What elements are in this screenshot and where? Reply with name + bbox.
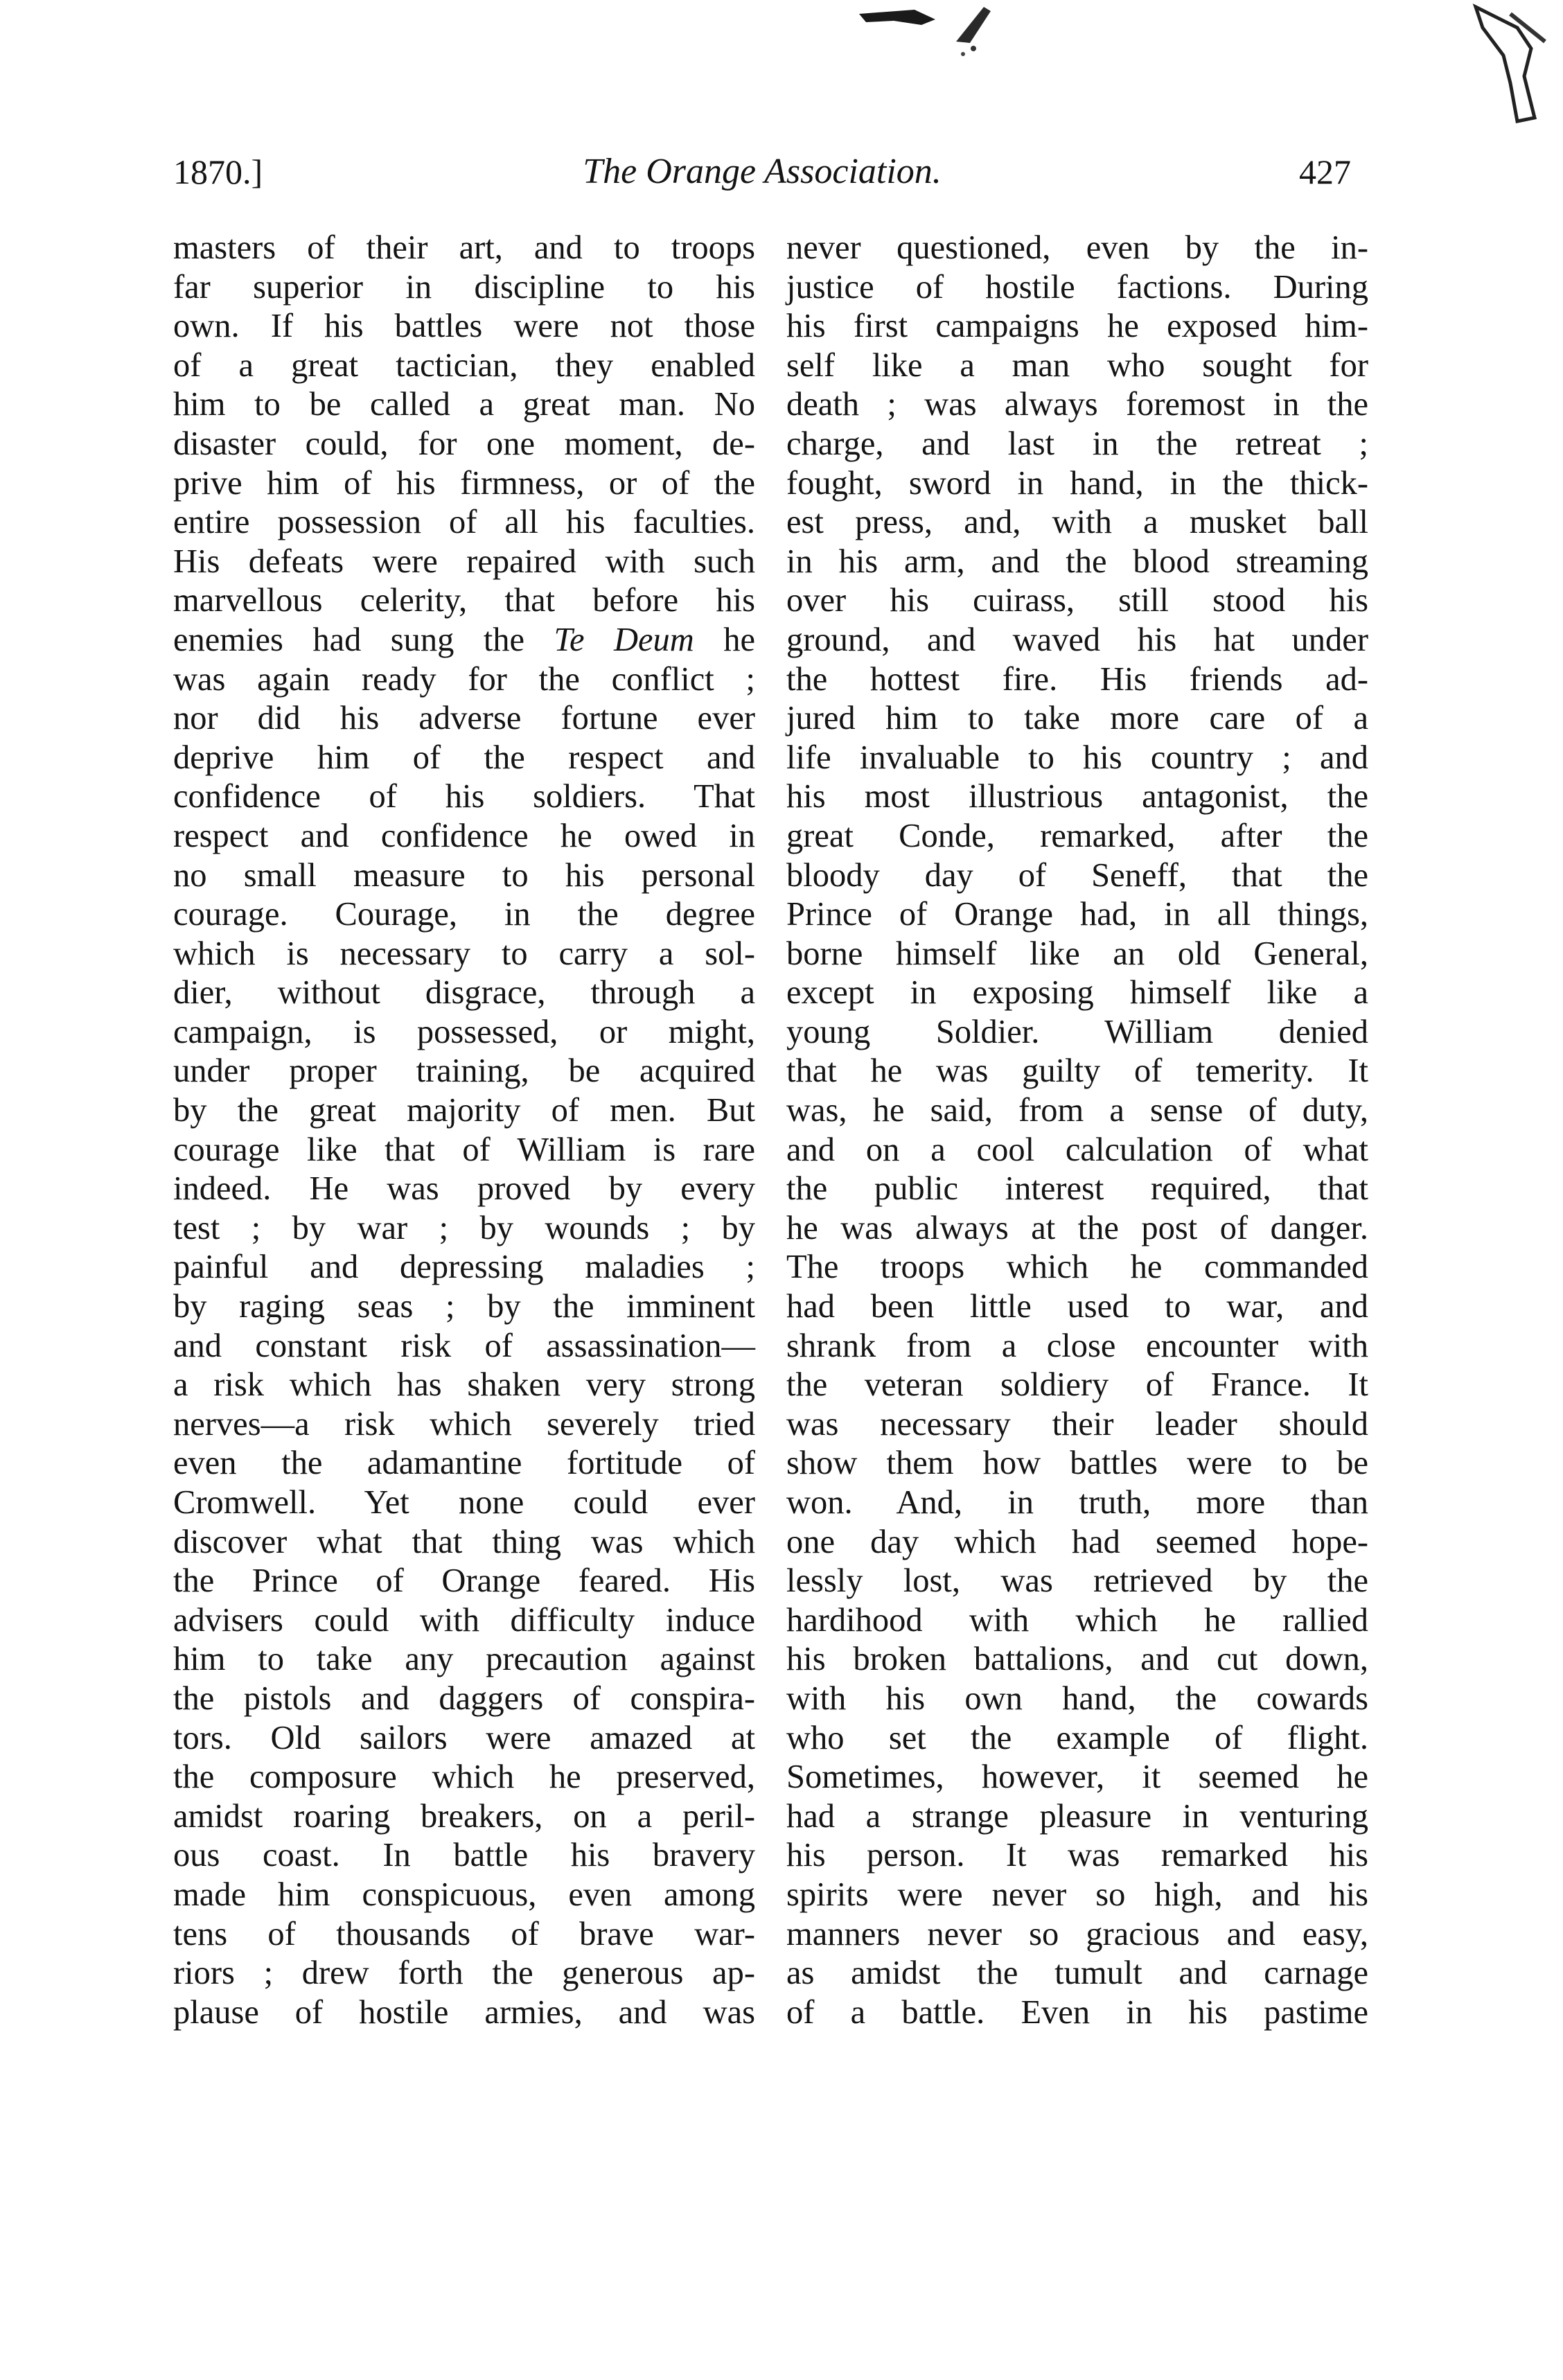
- text-line: [173, 1091, 755, 1131]
- text-line-content: his most illustrious antagonist, the: [786, 778, 1368, 816]
- text-line: [786, 856, 1368, 896]
- text-line-content: fought, sword in hand, in the thick-: [786, 464, 1368, 502]
- text-line-content: self like a man who sought for: [786, 346, 1368, 384]
- left-column: [173, 229, 755, 2032]
- text-line: [173, 581, 755, 621]
- text-line: [173, 385, 755, 425]
- text-line-content: campaign, is possessed, or might,: [173, 1013, 755, 1050]
- text-line: [786, 1013, 1368, 1052]
- text-line: [173, 1287, 755, 1327]
- text-line: [786, 1483, 1368, 1523]
- text-line-content: His defeats were repaired with such: [173, 543, 755, 580]
- text-line: [786, 1131, 1368, 1170]
- text-line: [786, 464, 1368, 504]
- text-line-content: shrank from a close encounter with: [786, 1327, 1368, 1364]
- text-line-content: prive him of his firmness, or of the: [173, 464, 755, 502]
- text-line: [173, 1758, 755, 1797]
- text-line: [786, 1405, 1368, 1445]
- text-line: [173, 621, 755, 660]
- ink-smudge-corner: [1469, 0, 1559, 132]
- text-line-content: far superior in discipline to his: [173, 268, 755, 306]
- text-line-content: show them how battles were to be: [786, 1445, 1368, 1482]
- text-line: [786, 1052, 1368, 1091]
- text-line: [786, 346, 1368, 386]
- text-line-content: his broken battalions, and cut down,: [786, 1641, 1368, 1678]
- text-line: [173, 1523, 755, 1562]
- text-line: [173, 503, 755, 543]
- text-line-content: and constant risk of assassination—: [173, 1327, 755, 1364]
- text-line: [786, 1209, 1368, 1249]
- text-line: [786, 1680, 1368, 1719]
- text-line: [173, 1052, 755, 1091]
- text-line: [786, 307, 1368, 346]
- text-line: [173, 817, 755, 856]
- text-line-content: had a strange pleasure in venturing: [786, 1797, 1368, 1835]
- text-line-content: with his own hand, the cowards: [786, 1680, 1368, 1717]
- text-line: [786, 1366, 1368, 1405]
- text-line: [173, 1170, 755, 1209]
- text-line-content: deprive him of the respect and: [173, 739, 755, 776]
- text-line-content: by raging seas ; by the imminent: [173, 1288, 755, 1325]
- text-line-content: was, he said, from a sense of duty,: [786, 1092, 1368, 1129]
- text-line: [173, 268, 755, 308]
- text-line-content: tens of thousands of brave war-: [173, 1915, 755, 1953]
- text-line-content: est press, and, with a musket ball: [786, 504, 1368, 541]
- text-line: [173, 346, 755, 386]
- text-line: [173, 1836, 755, 1876]
- text-line-content: him to take any precaution against: [173, 1641, 755, 1678]
- text-line: [173, 1640, 755, 1680]
- text-line: [786, 699, 1368, 739]
- text-line-content: amidst roaring breakers, on a peril-: [173, 1797, 755, 1835]
- text-line-content: ground, and waved his hat under: [786, 621, 1368, 658]
- text-line: [786, 1797, 1368, 1837]
- text-line: [173, 699, 755, 739]
- text-line-content: justice of hostile factions. During: [786, 268, 1368, 306]
- text-line-content: test ; by war ; by wounds ; by: [173, 1209, 755, 1246]
- text-line-content: in his arm, and the blood streaming: [786, 543, 1368, 580]
- text-line-content: the hottest fire. His friends ad-: [786, 660, 1368, 698]
- text-line: [173, 1366, 755, 1405]
- text-line-content: his first campaigns he exposed him-: [786, 308, 1368, 345]
- text-line: [173, 935, 755, 974]
- text-line-content: ous coast. In battle his bravery: [173, 1837, 755, 1874]
- text-line-content: confidence of his soldiers. That: [173, 778, 755, 816]
- text-line-content: the veteran soldiery of France. It: [786, 1366, 1368, 1404]
- text-line: [786, 660, 1368, 700]
- text-line: [786, 777, 1368, 817]
- text-line-content: young Soldier. William denied: [786, 1013, 1368, 1050]
- text-line-content: he was always at the post of danger.: [786, 1209, 1368, 1246]
- text-line: [173, 229, 755, 268]
- text-line-content: own. If his battles were not those: [173, 308, 755, 345]
- text-line-content: death ; was always foremost in the: [786, 386, 1368, 423]
- text-line-content: nor did his adverse fortune ever: [173, 700, 755, 737]
- text-line: [173, 1248, 755, 1287]
- text-line: [786, 543, 1368, 582]
- right-column: [786, 229, 1368, 2032]
- text-line-content: of a great tactician, they enabled: [173, 346, 755, 384]
- text-line-content: great Conde, remarked, after the: [786, 817, 1368, 854]
- text-line: [173, 1209, 755, 1249]
- text-line-content: dier, without disgrace, through a: [173, 974, 755, 1012]
- text-line-content: the composure which he preserved,: [173, 1758, 755, 1796]
- text-line: [786, 385, 1368, 425]
- text-line: [173, 777, 755, 817]
- text-line: [786, 229, 1368, 268]
- text-line-content: bloody day of Seneff, that the: [786, 856, 1368, 894]
- ink-blot-top: [852, 0, 1032, 62]
- text-line: [173, 1327, 755, 1366]
- text-line-content: was again ready for the conflict ;: [173, 660, 755, 698]
- text-line: [786, 1327, 1368, 1366]
- text-line-content: Prince of Orange had, in all things,: [786, 896, 1368, 933]
- text-line: [786, 1287, 1368, 1327]
- text-line-content: made him conspicuous, even among: [173, 1876, 755, 1913]
- text-line-content: The troops which he commanded: [786, 1249, 1368, 1286]
- text-line: [173, 1954, 755, 1993]
- text-line: [786, 739, 1368, 778]
- text-line-content: jured him to take more care of a: [786, 700, 1368, 737]
- text-line: [173, 1993, 755, 2033]
- page-header: [173, 151, 1351, 206]
- text-line-content: Cromwell. Yet none could ever: [173, 1484, 755, 1521]
- text-line: [786, 621, 1368, 660]
- text-line-content: painful and depressing maladies ;: [173, 1249, 755, 1286]
- text-line-content: no small measure to his personal: [173, 856, 755, 894]
- text-line: [173, 973, 755, 1013]
- text-line-content: tors. Old sailors were amazed at: [173, 1719, 755, 1756]
- text-line-content: charge, and last in the retreat ;: [786, 425, 1368, 462]
- text-line-content: had been little used to war, and: [786, 1288, 1368, 1325]
- text-line: [786, 817, 1368, 856]
- text-line: [786, 973, 1368, 1013]
- text-line-content: hardihood with which he rallied: [786, 1601, 1368, 1639]
- italic-phrase: Te Deum: [554, 621, 694, 658]
- text-line: [786, 581, 1368, 621]
- text-line: [173, 856, 755, 896]
- text-line-content: disaster could, for one moment, de-: [173, 425, 755, 462]
- text-line: [173, 464, 755, 504]
- text-line-content: enemies had sung the Te Deum he: [173, 621, 755, 658]
- text-line-content: life invaluable to his country ; and: [786, 739, 1368, 776]
- text-line-content: one day which had seemed hope-: [786, 1523, 1368, 1560]
- text-line: [173, 1876, 755, 1915]
- text-line-content: spirits were never so high, and his: [786, 1876, 1368, 1913]
- text-line-content: masters of their art, and to troops: [173, 229, 755, 266]
- text-line: [173, 307, 755, 346]
- text-line-content: courage like that of William is rare: [173, 1131, 755, 1168]
- text-line: [786, 1601, 1368, 1641]
- text-line: [786, 1836, 1368, 1876]
- text-line: [173, 895, 755, 935]
- text-line: [786, 1993, 1368, 2033]
- text-line: [786, 1170, 1368, 1209]
- text-line-content: won. And, in truth, more than: [786, 1484, 1368, 1521]
- page-number: 427: [1299, 152, 1351, 191]
- text-line: [173, 1680, 755, 1719]
- text-line: [173, 1013, 755, 1052]
- text-line: [173, 1562, 755, 1601]
- text-line: [173, 543, 755, 582]
- text-line: [173, 425, 755, 464]
- text-line-content: the public interest required, that: [786, 1170, 1368, 1208]
- text-line: [173, 1483, 755, 1523]
- text-line: [786, 935, 1368, 974]
- text-line-content: that he was guilty of temerity. It: [786, 1052, 1368, 1090]
- text-line: [786, 1876, 1368, 1915]
- text-line: [786, 1719, 1368, 1758]
- text-line: [173, 1797, 755, 1837]
- text-line-content: as amidst the tumult and carnage: [786, 1955, 1368, 1992]
- text-line-content: manners never so gracious and easy,: [786, 1915, 1368, 1953]
- text-line: [173, 739, 755, 778]
- text-line-content: courage. Courage, in the degree: [173, 896, 755, 933]
- text-line: [786, 268, 1368, 308]
- text-line-content: of a battle. Even in his pastime: [786, 1993, 1368, 2031]
- text-line-content: him to be called a great man. No: [173, 386, 755, 423]
- text-line: [786, 1091, 1368, 1131]
- text-line-content: even the adamantine fortitude of: [173, 1445, 755, 1482]
- text-line: [173, 1601, 755, 1641]
- text-line-content: who set the example of flight.: [786, 1719, 1368, 1756]
- text-line: [173, 1915, 755, 1955]
- text-line-content: by the great majority of men. But: [173, 1092, 755, 1129]
- running-title: The Orange Association.: [583, 152, 942, 191]
- text-line: [786, 1562, 1368, 1601]
- text-line: [173, 660, 755, 700]
- text-line-content: never questioned, even by the in-: [786, 229, 1368, 266]
- text-line-content: and on a cool calculation of what: [786, 1131, 1368, 1168]
- text-line: [173, 1719, 755, 1758]
- text-line-content: his person. It was remarked his: [786, 1837, 1368, 1874]
- text-line-content: under proper training, be acquired: [173, 1052, 755, 1090]
- text-line-content: plause of hostile armies, and was: [173, 1993, 755, 2031]
- text-line: [786, 425, 1368, 464]
- text-line: [173, 1131, 755, 1170]
- text-line-content: discover what that thing was which: [173, 1523, 755, 1560]
- text-line-content: advisers could with difficulty induce: [173, 1601, 755, 1639]
- text-line-content: borne himself like an old General,: [786, 935, 1368, 972]
- text-line-content: marvellous celerity, that before his: [173, 582, 755, 619]
- text-line: [786, 895, 1368, 935]
- text-line: [786, 1954, 1368, 1993]
- text-line-content: entire possession of all his faculties.: [173, 504, 755, 541]
- text-line: [786, 1758, 1368, 1797]
- header-year: 1870.]: [173, 152, 263, 191]
- text-line-content: indeed. He was proved by every: [173, 1170, 755, 1208]
- text-line-content: the pistols and daggers of conspira-: [173, 1680, 755, 1717]
- text-line-content: Sometimes, however, it seemed he: [786, 1758, 1368, 1796]
- text-line-content: which is necessary to carry a sol-: [173, 935, 755, 972]
- text-line: [786, 503, 1368, 543]
- text-line-content: except in exposing himself like a: [786, 974, 1368, 1012]
- text-line-content: riors ; drew forth the generous ap-: [173, 1955, 755, 1992]
- text-line-content: the Prince of Orange feared. His: [173, 1562, 755, 1600]
- text-line-content: nerves—a risk which severely tried: [173, 1405, 755, 1443]
- text-line: [786, 1444, 1368, 1483]
- text-line: [786, 1523, 1368, 1562]
- text-line: [786, 1640, 1368, 1680]
- text-line-content: was necessary their leader should: [786, 1405, 1368, 1443]
- text-line: [173, 1444, 755, 1483]
- text-line-content: over his cuirass, still stood his: [786, 582, 1368, 619]
- text-line: [173, 1405, 755, 1445]
- text-line-content: a risk which has shaken very strong: [173, 1366, 755, 1404]
- text-line-content: respect and confidence he owed in: [173, 817, 755, 854]
- text-line-content: lessly lost, was retrieved by the: [786, 1562, 1368, 1600]
- text-line: [786, 1915, 1368, 1955]
- text-line: [786, 1248, 1368, 1287]
